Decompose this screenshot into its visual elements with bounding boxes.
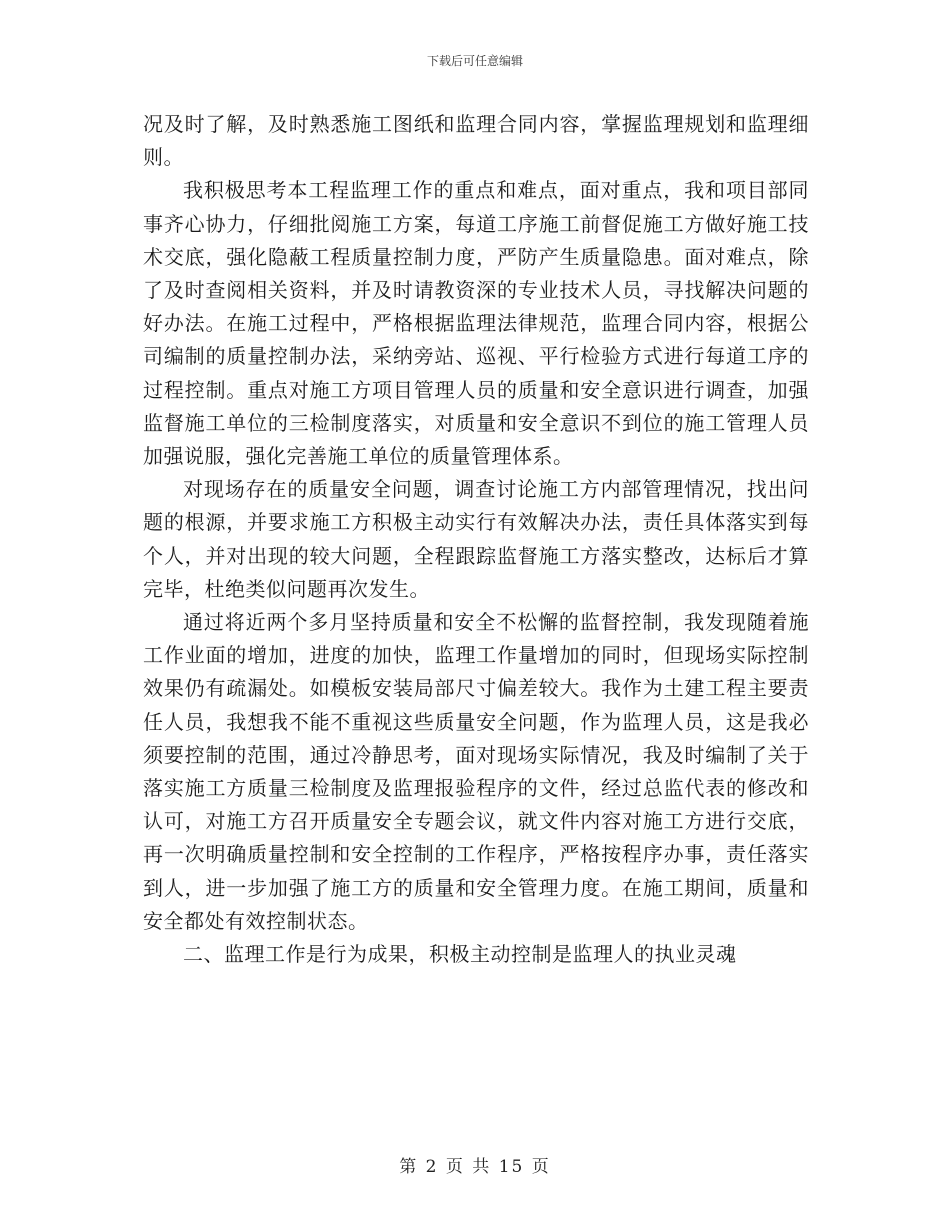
page-header: 下载后可任意编辑	[426, 54, 523, 68]
paragraph-4: 通过将近两个多月坚持质量和安全不松懈的监督控制，我发现随着施工作业面的增加，进度的加快，监理工作量增加的同时，但现场实际控制效果仍有疏漏处。如模板安装局部尺寸偏差较大。我作为土建工程主要责任人员，我想我不能不重视这些质量安全问题，作为监理人员，这是我必须要控制的范围，通过冷静思考，面对现场实际情况，我及时编制了关于落实施工方质量三检制度及监理报验程序的文件，经过总监代表的修改和认可，对施工方召开质量安全专题会议，就文件内容对施工方进行交底，再一次明确质量控制和安全控制的工作程序，严格按程序办事，责任落实到人，进一步加强了施工方的质量和安全管理力度。在施工期间，质量和安全都处有效控制状态。	[143, 610, 809, 933]
document-body	[143, 108, 809, 971]
page-number-footer: 第 2 页 共 15 页	[399, 1157, 551, 1177]
paragraph-3: 对现场存在的质量安全问题，调查讨论施工方内部管理情况，找出问题的根源，并要求施工方积极主动实行有效解决办法，责任具体落实到每个人，并对出现的较大问题，全程跟踪监督施工方落实整改，达标后才算完毕，杜绝类似问题再次发生。	[143, 477, 809, 601]
section-heading: 二、监理工作是行为成果，积极主动控制是监理人的执业灵魂	[183, 942, 737, 967]
paragraph-1: 况及时了解，及时熟悉施工图纸和监理合同内容，掌握监理规划和监理细则。	[143, 112, 809, 170]
paragraph-2: 我积极思考本工程监理工作的重点和难点，面对重点，我和项目部同事齐心协力，仔细批阅施工方案，每道工序施工前督促施工方做好施工技术交底，强化隐蔽工程质量控制力度，严防产生质量隐患。面对难点，除了及时查阅相关资料，并及时请教资深的专业技术人员，寻找解决问题的好办法。在施工过程中，严格根据监理法律规范，监理合同内容，根据公司编制的质量控制办法，采纳旁站、巡视、平行检验方式进行每道工序的过程控制。重点对施工方项目管理人员的质量和安全意识进行调查，加强监督施工单位的三检制度落实，对质量和安全意识不到位的施工管理人员加强说服，强化完善施工单位的质量管理体系。	[143, 178, 809, 469]
